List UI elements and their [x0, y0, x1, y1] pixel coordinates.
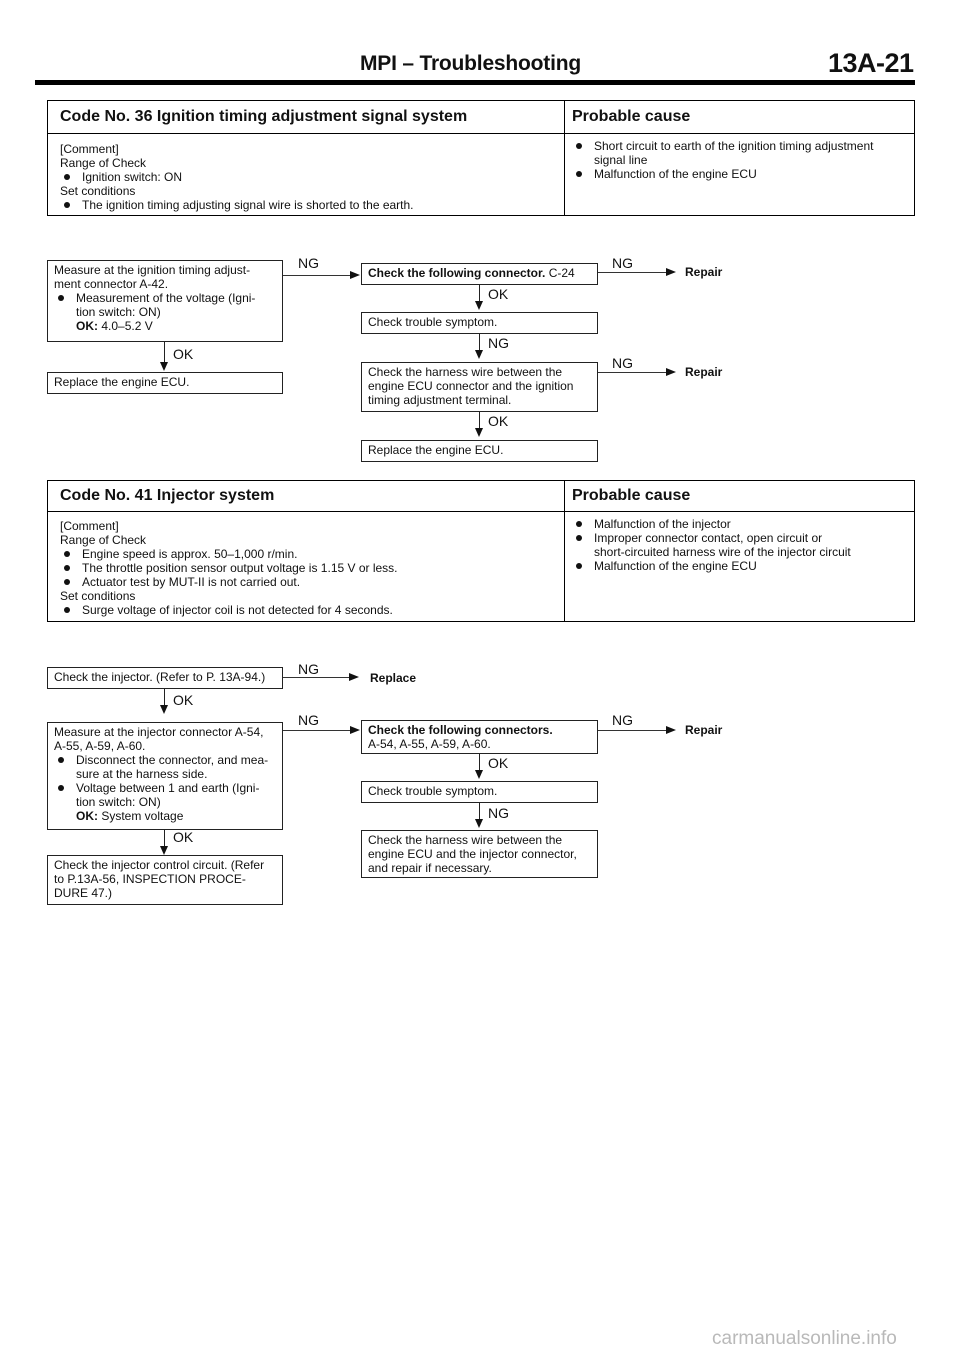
replace-ecu-text: Replace the engine ECU.	[368, 443, 504, 457]
code-41-cause-heading: Probable cause	[572, 487, 691, 504]
control-line: DURE 47.)	[54, 886, 113, 900]
arrow-right-icon	[349, 673, 359, 681]
code-36-cause-heading: Probable cause	[572, 108, 691, 125]
cause-item: Malfunction of the injector	[572, 517, 851, 531]
ng-label: NG	[488, 805, 509, 821]
ok-value: System voltage	[101, 809, 184, 823]
measure-bullet-cont: tion switch: ON)	[76, 795, 161, 809]
replace-ecu-text: Replace the engine ECU.	[54, 375, 190, 389]
measure-line: A-55, A-59, A-60.	[54, 739, 146, 753]
harness-line: timing adjustment terminal.	[368, 393, 512, 407]
check-control-box	[47, 855, 283, 905]
measure-bullet: Measurement of the voltage (Igni-	[54, 291, 276, 305]
table-header-rule	[48, 511, 914, 512]
harness-line: Check the harness wire between the	[368, 365, 563, 379]
range-item: The throttle position sensor output voltage is 1.15 V or less.	[60, 561, 398, 575]
check-symptom-box	[361, 312, 598, 334]
repair-label: Repair	[685, 265, 723, 279]
connector-code: C-24	[548, 266, 575, 280]
connector-line	[283, 275, 353, 276]
harness-line: and repair if necessary.	[368, 861, 492, 875]
ng-label: NG	[612, 255, 633, 271]
set-label: Set conditions	[60, 589, 136, 603]
ok-label: OK:	[76, 809, 98, 823]
set-item: The ignition timing adjusting signal wire is shorted to the earth.	[60, 198, 414, 212]
arrow-down-icon	[475, 428, 483, 437]
arrow-right-icon	[666, 268, 676, 276]
harness-line: engine ECU connector and the ignition	[368, 379, 574, 393]
range-item: Engine speed is approx. 50–1,000 r/min.	[60, 547, 398, 561]
ok-label: OK	[488, 755, 509, 771]
cause-item: Improper connector contact, open circuit or	[572, 531, 851, 545]
ok-label: OK	[173, 829, 194, 845]
check-symptom-text: Check trouble symptom.	[368, 315, 498, 329]
measure-bullet-cont: tion switch: ON)	[76, 305, 161, 319]
ok-value: 4.0–5.2 V	[101, 319, 153, 333]
cause-item-cont: short-circuited harness wire of the injector circuit	[594, 545, 851, 559]
code-41-comment	[60, 519, 398, 617]
check-connectors-title: Check the following connectors.	[368, 723, 553, 737]
page-number: 13A-21	[828, 48, 914, 78]
arrow-down-icon	[475, 350, 483, 359]
measure-bullet-cont: sure at the harness side.	[76, 767, 208, 781]
measure-line: Measure at the injector connector A-54,	[54, 725, 264, 739]
arrow-right-icon	[350, 726, 360, 734]
set-label: Set conditions	[60, 184, 136, 198]
cause-item: Short circuit to earth of the ignition timing adjustment	[572, 139, 873, 153]
measure-bullet: Disconnect the connector, and mea-	[54, 753, 276, 767]
ok-label: OK	[173, 346, 194, 362]
cause-item-cont: signal line	[594, 153, 648, 167]
check-symptom-text: Check trouble symptom.	[368, 784, 498, 798]
ng-label: NG	[298, 255, 319, 271]
code-41-heading: Code No. 41 Injector system	[60, 487, 275, 504]
arrow-right-icon	[666, 726, 676, 734]
range-item: Ignition switch: ON	[60, 170, 414, 184]
check-injector-box	[47, 667, 283, 689]
ok-label: OK	[173, 692, 194, 708]
check-harness-box	[361, 830, 598, 878]
arrow-right-icon	[350, 271, 360, 279]
arrow-down-icon	[160, 705, 168, 714]
code-36-table	[47, 100, 915, 216]
harness-line: engine ECU and the injector connector,	[368, 847, 577, 861]
ok-label: OK	[488, 286, 509, 302]
ng-label: NG	[298, 712, 319, 728]
code-36-causes	[572, 139, 873, 181]
measure-line: ment connector A-42.	[54, 277, 169, 291]
comment-label: [Comment]	[60, 142, 119, 156]
arrow-down-icon	[475, 819, 483, 828]
ng-label: NG	[612, 712, 633, 728]
table-divider	[564, 101, 565, 215]
ng-label: NG	[612, 355, 633, 371]
measure-line: Measure at the ignition timing adjust-	[54, 263, 251, 277]
arrow-down-icon	[160, 362, 168, 371]
comment-label: [Comment]	[60, 519, 119, 533]
measure-bullet: Voltage between 1 and earth (Igni-	[54, 781, 276, 795]
measure-41-box	[47, 722, 283, 830]
check-symptom-box	[361, 781, 598, 803]
harness-line: Check the harness wire between the	[368, 833, 563, 847]
table-header-rule	[48, 133, 914, 134]
code-41-causes	[572, 517, 851, 573]
check-connector-box	[361, 263, 598, 285]
connector-line	[283, 730, 353, 731]
range-label: Range of Check	[60, 156, 147, 170]
check-harness-box	[361, 362, 598, 412]
connector-line	[598, 272, 668, 273]
connector-line	[283, 677, 351, 678]
table-divider	[564, 481, 565, 621]
arrow-right-icon	[666, 368, 676, 376]
code-36-heading: Code No. 36 Ignition timing adjustment signal system	[60, 108, 468, 125]
repair-label: Repair	[685, 723, 723, 737]
replace-label: Replace	[370, 671, 417, 685]
code-36-comment	[60, 142, 414, 212]
control-line: to P.13A-56, INSPECTION PROCE-	[54, 872, 246, 886]
ok-label: OK	[488, 413, 509, 429]
measure-36-box	[47, 260, 283, 342]
replace-ecu-box	[361, 440, 598, 462]
check-connectors-box	[361, 720, 598, 754]
arrow-down-icon	[475, 770, 483, 779]
range-label: Range of Check	[60, 533, 147, 547]
replace-ecu-box	[47, 372, 283, 394]
control-line: Check the injector control circuit. (Refer	[54, 858, 265, 872]
cause-item: Malfunction of the engine ECU	[572, 167, 873, 181]
watermark: carmanualsonline.info	[712, 1328, 897, 1349]
header-rule	[35, 80, 915, 85]
ng-label: NG	[488, 335, 509, 351]
ng-label: NG	[298, 661, 319, 677]
check-injector-text: Check the injector. (Refer to P. 13A-94.)	[54, 670, 266, 684]
connector-line	[598, 730, 668, 731]
ok-label: OK:	[76, 319, 98, 333]
range-item: Actuator test by MUT-II is not carried out.	[60, 575, 398, 589]
connector-line	[598, 372, 668, 373]
set-item: Surge voltage of injector coil is not detected for 4 seconds.	[60, 603, 398, 617]
check-connector-title: Check the following connector.	[368, 266, 546, 280]
page-title: MPI – Troubleshooting	[360, 52, 581, 75]
repair-label: Repair	[685, 365, 723, 379]
code-41-table	[47, 480, 915, 622]
arrow-down-icon	[160, 846, 168, 855]
connector-list: A-54, A-55, A-59, A-60.	[368, 737, 491, 751]
arrow-down-icon	[475, 301, 483, 310]
cause-item: Malfunction of the engine ECU	[572, 559, 851, 573]
